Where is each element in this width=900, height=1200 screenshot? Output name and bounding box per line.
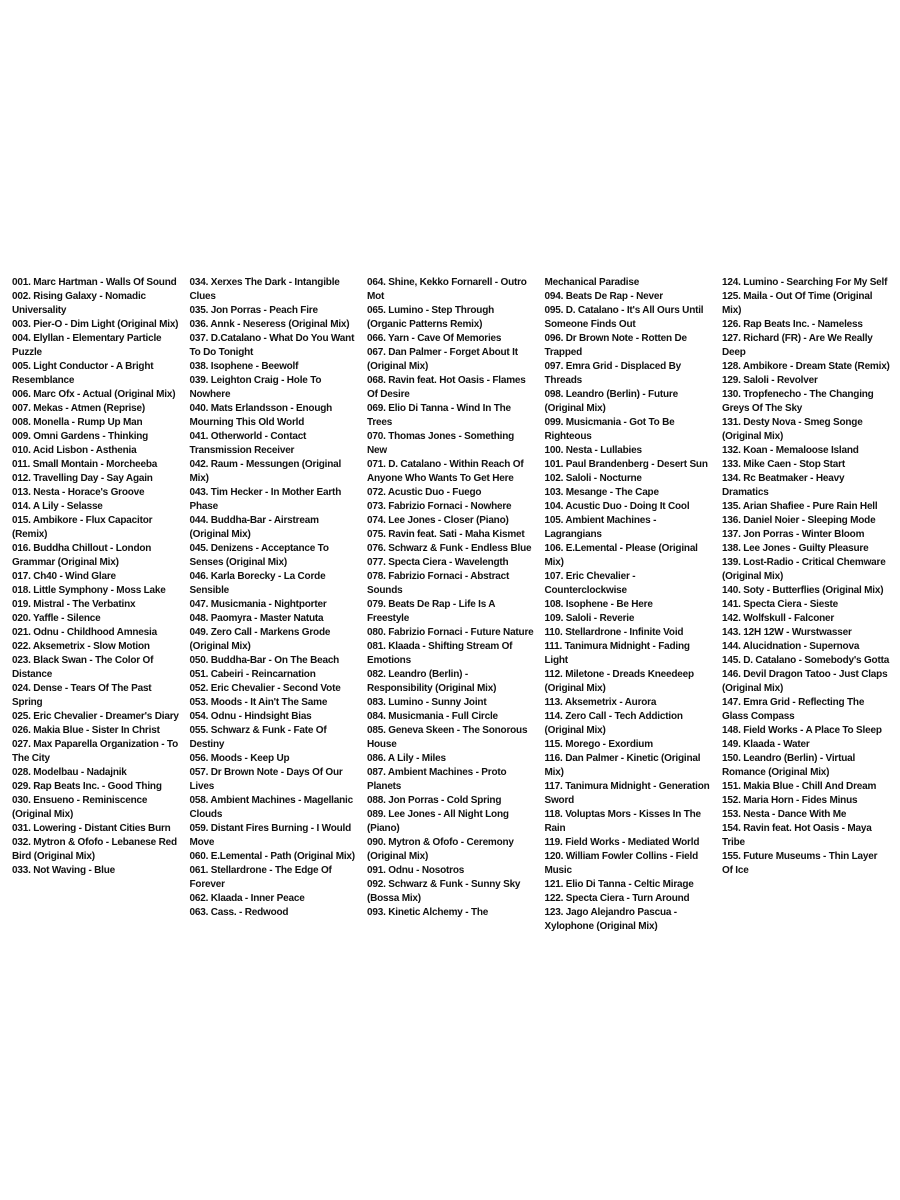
track-entry: 150. Leandro (Berlin) - Virtual Romance (Original Mix): [722, 753, 856, 778]
tracklist-column-2: [190, 276, 358, 936]
track-entry: 144. Alucidnation - Supernova: [722, 641, 860, 652]
track-entry: 142. Wolfskull - Falconer: [722, 613, 835, 624]
track-entry: 071. D. Catalano - Within Reach Of Anyone Who Wants To Get Here: [367, 459, 524, 484]
track-entry: 013. Nesta - Horace's Groove: [12, 487, 145, 498]
tracklist: [12, 276, 890, 936]
track-entry: 032. Mytron & Ofofo - Lebanese Red Bird (Original Mix): [12, 837, 177, 862]
track-entry: 096. Dr Brown Note - Rotten De Trapped: [544, 333, 687, 358]
track-entry: 023. Black Swan - The Color Of Distance: [12, 655, 154, 680]
track-entry: 130. Tropfenecho - The Changing Greys Of The Sky: [722, 389, 874, 414]
track-entry: 091. Odnu - Nosotros: [367, 865, 465, 876]
track-entry: 033. Not Waving - Blue: [12, 865, 116, 876]
track-entry: 094. Beats De Rap - Never: [544, 291, 663, 302]
track-entry: 047. Musicmania - Nightporter: [189, 599, 327, 610]
track-entry: 152. Maria Horn - Fides Minus: [722, 795, 858, 806]
track-entry: 121. Elio Di Tanna - Celtic Mirage: [544, 879, 694, 890]
track-entry: 102. Saloli - Nocturne: [544, 473, 642, 484]
track-entry: 077. Specta Ciera - Wavelength: [367, 557, 509, 568]
track-entry: 123. Jago Alejandro Pascua - Xylophone (Original Mix): [544, 907, 677, 932]
track-entry: 028. Modelbau - Nadajnik: [12, 767, 127, 778]
track-entry: 103. Mesange - The Cape: [544, 487, 659, 498]
track-entry: 129. Saloli - Revolver: [722, 375, 818, 386]
track-entry: 081. Klaada - Shifting Stream Of Emotions: [367, 641, 513, 666]
track-entry: 025. Eric Chevalier - Dreamer's Diary: [12, 711, 179, 722]
track-entry: 085. Geneva Skeen - The Sonorous House: [367, 725, 528, 750]
track-entry: 087. Ambient Machines - Proto Planets: [367, 767, 507, 792]
track-entry: 003. Pier-O - Dim Light (Original Mix): [12, 319, 179, 330]
track-entry: 027. Max Paparella Organization - To The City: [12, 739, 178, 764]
track-entry: 038. Isophene - Beewolf: [189, 361, 299, 372]
track-entry: 001. Marc Hartman - Walls Of Sound: [12, 277, 177, 288]
track-entry: 070. Thomas Jones - Something New: [367, 431, 515, 456]
tracklist-column-3: [367, 276, 535, 936]
track-entry: 116. Dan Palmer - Kinetic (Original Mix): [544, 753, 701, 778]
track-entry: 019. Mistral - The Verbatinx: [12, 599, 136, 610]
track-entry: 064. Shine, Kekko Fornarell - Outro Mot: [367, 277, 527, 302]
track-entry: 018. Little Symphony - Moss Lake: [12, 585, 166, 596]
track-entry: 114. Zero Call - Tech Addiction (Original Mix): [544, 711, 683, 736]
track-entry: 135. Arian Shafiee - Pure Rain Hell: [722, 501, 878, 512]
track-entry: 057. Dr Brown Note - Days Of Our Lives: [189, 767, 343, 792]
track-entry: 076. Schwarz & Funk - Endless Blue: [367, 543, 532, 554]
track-entry: 046. Karla Borecky - La Corde Sensible: [189, 571, 326, 596]
track-entry: 056. Moods - Keep Up: [189, 753, 290, 764]
tracklist-column-4: [545, 276, 713, 936]
track-entry: 011. Small Montain - Morcheeba: [12, 459, 158, 470]
track-entry: 054. Odnu - Hindsight Bias: [189, 711, 312, 722]
track-entry: 148. Field Works - A Place To Sleep: [722, 725, 882, 736]
track-entry: 024. Dense - Tears Of The Past Spring: [12, 683, 152, 708]
track-entry: 004. Elyllan - Elementary Particle Puzzle: [12, 333, 162, 358]
track-entry: 125. Maila - Out Of Time (Original Mix): [722, 291, 873, 316]
track-entry: 097. Emra Grid - Displaced By Threads: [544, 361, 681, 386]
track-entry: 137. Jon Porras - Winter Bloom: [722, 529, 865, 540]
track-entry: 134. Rc Beatmaker - Heavy Dramatics: [722, 473, 845, 498]
track-entry: 059. Distant Fires Burning - I Would Move: [189, 823, 352, 848]
track-entry: 020. Yaffle - Silence: [12, 613, 101, 624]
track-entry: 058. Ambient Machines - Magellanic Clouds: [189, 795, 353, 820]
track-entry: 111. Tanimura Midnight - Fading Light: [544, 641, 690, 666]
track-entry: 118. Voluptas Mors - Kisses In The Rain: [544, 809, 701, 834]
track-entry: 136. Daniel Noier - Sleeping Mode: [722, 515, 876, 526]
track-entry: 126. Rap Beats Inc. - Nameless: [722, 319, 863, 330]
track-entry: 008. Monella - Rump Up Man: [12, 417, 143, 428]
track-entry: 050. Buddha-Bar - On The Beach: [189, 655, 340, 666]
track-entry: 012. Travelling Day - Say Again: [12, 473, 153, 484]
track-entry: 062. Klaada - Inner Peace: [189, 893, 305, 904]
track-entry: 016. Buddha Chillout - London Grammar (Original Mix): [12, 543, 152, 568]
track-entry: 139. Lost-Radio - Critical Chemware (Original Mix): [722, 557, 886, 582]
track-entry: 110. Stellardrone - Infinite Void: [544, 627, 684, 638]
track-entry: Mechanical Paradise: [544, 277, 640, 288]
track-entry: 107. Eric Chevalier - Counterclockwise: [544, 571, 636, 596]
track-entry: 037. D.Catalano - What Do You Want To Do Tonight: [189, 333, 355, 358]
track-entry: 120. William Fowler Collins - Field Music: [544, 851, 698, 876]
track-entry: 101. Paul Brandenberg - Desert Sun: [544, 459, 708, 470]
track-entry: 034. Xerxes The Dark - Intangible Clues: [189, 277, 340, 302]
track-entry: 069. Elio Di Tanna - Wind In The Trees: [367, 403, 511, 428]
track-entry: 009. Omni Gardens - Thinking: [12, 431, 149, 442]
track-entry: 079. Beats De Rap - Life Is A Freestyle: [367, 599, 495, 624]
track-entry: 080. Fabrizio Fornaci - Future Nature: [367, 627, 534, 638]
track-entry: 035. Jon Porras - Peach Fire: [189, 305, 318, 316]
track-entry: 048. Paomyra - Master Natuta: [189, 613, 324, 624]
track-entry: 044. Buddha-Bar - Airstream (Original Mix): [189, 515, 319, 540]
track-entry: 036. Annk - Neseress (Original Mix): [189, 319, 350, 330]
track-entry: 007. Mekas - Atmen (Reprise): [12, 403, 145, 414]
track-entry: 119. Field Works - Mediated World: [544, 837, 700, 848]
track-entry: 030. Ensueno - Reminiscence (Original Mix): [12, 795, 148, 820]
track-entry: 014. A Lily - Selasse: [12, 501, 103, 512]
track-entry: 089. Lee Jones - All Night Long (Piano): [367, 809, 509, 834]
track-entry: 109. Saloli - Reverie: [544, 613, 635, 624]
track-entry: 043. Tim Hecker - In Mother Earth Phase: [189, 487, 342, 512]
track-entry: 031. Lowering - Distant Cities Burn: [12, 823, 171, 834]
track-entry: 002. Rising Galaxy - Nomadic Universality: [12, 291, 146, 316]
track-entry: 063. Cass. - Redwood: [189, 907, 289, 918]
track-entry: 042. Raum - Messungen (Original Mix): [189, 459, 342, 484]
track-entry: 146. Devil Dragon Tatoo - Just Claps (Original Mix): [722, 669, 888, 694]
track-entry: 067. Dan Palmer - Forget About It (Original Mix): [367, 347, 518, 372]
track-entry: 045. Denizens - Acceptance To Senses (Original Mix): [189, 543, 329, 568]
track-entry: 145. D. Catalano - Somebody's Gotta: [722, 655, 890, 666]
track-entry: 055. Schwarz & Funk - Fate Of Destiny: [189, 725, 327, 750]
track-entry: 040. Mats Erlandsson - Enough Mourning This Old World: [189, 403, 333, 428]
track-entry: 075. Ravin feat. Sati - Maha Kismet: [367, 529, 525, 540]
track-entry: 078. Fabrizio Fornaci - Abstract Sounds: [367, 571, 510, 596]
track-entry: 108. Isophene - Be Here: [544, 599, 653, 610]
tracklist-column-5: [722, 276, 890, 936]
track-entry: 141. Specta Ciera - Sieste: [722, 599, 838, 610]
track-entry: 128. Ambikore - Dream State (Remix): [722, 361, 890, 372]
track-entry: 015. Ambikore - Flux Capacitor (Remix): [12, 515, 153, 540]
track-entry: 154. Ravin feat. Hot Oasis - Maya Tribe: [722, 823, 872, 848]
track-entry: 006. Marc Ofx - Actual (Original Mix): [12, 389, 176, 400]
track-entry: 073. Fabrizio Fornaci - Nowhere: [367, 501, 512, 512]
track-entry: 010. Acid Lisbon - Asthenia: [12, 445, 137, 456]
track-entry: 053. Moods - It Ain't The Same: [189, 697, 328, 708]
track-entry: 140. Soty - Butterflies (Original Mix): [722, 585, 884, 596]
track-entry: 153. Nesta - Dance With Me: [722, 809, 847, 820]
track-entry: 127. Richard (FR) - Are We Really Deep: [722, 333, 873, 358]
track-entry: 106. E.Lemental - Please (Original Mix): [544, 543, 698, 568]
track-entry: 122. Specta Ciera - Turn Around: [544, 893, 690, 904]
track-entry: 143. 12H 12W - Wurstwasser: [722, 627, 852, 638]
track-entry: 099. Musicmania - Got To Be Righteous: [544, 417, 675, 442]
track-entry: 155. Future Museums - Thin Layer Of Ice: [722, 851, 878, 876]
track-entry: 060. E.Lemental - Path (Original Mix): [189, 851, 355, 862]
track-entry: 147. Emra Grid - Reflecting The Glass Compass: [722, 697, 865, 722]
track-entry: 093. Kinetic Alchemy - The: [367, 907, 489, 918]
track-entry: 098. Leandro (Berlin) - Future (Original Mix): [544, 389, 678, 414]
track-entry: 113. Aksemetrix - Aurora: [544, 697, 657, 708]
track-entry: 086. A Lily - Miles: [367, 753, 446, 764]
track-entry: 092. Schwarz & Funk - Sunny Sky (Bossa Mix): [367, 879, 521, 904]
track-entry: 068. Ravin feat. Hot Oasis - Flames Of Desire: [367, 375, 526, 400]
track-entry: 049. Zero Call - Markens Grode (Original Mix): [189, 627, 331, 652]
track-entry: 104. Acustic Duo - Doing It Cool: [544, 501, 690, 512]
track-entry: 131. Desty Nova - Smeg Songe (Original Mix): [722, 417, 863, 442]
track-entry: 084. Musicmania - Full Circle: [367, 711, 498, 722]
track-entry: 095. D. Catalano - It's All Ours Until Someone Finds Out: [544, 305, 704, 330]
track-entry: 132. Koan - Memaloose Island: [722, 445, 859, 456]
track-entry: 112. Miletone - Dreads Kneedeep (Original Mix): [544, 669, 694, 694]
track-entry: 100. Nesta - Lullabies: [544, 445, 642, 456]
track-entry: 041. Otherworld - Contact Transmission Receiver: [189, 431, 307, 456]
track-entry: 017. Ch40 - Wind Glare: [12, 571, 116, 582]
track-entry: 029. Rap Beats Inc. - Good Thing: [12, 781, 162, 792]
track-entry: 065. Lumino - Step Through (Organic Patterns Remix): [367, 305, 495, 330]
track-entry: 026. Makia Blue - Sister In Christ: [12, 725, 160, 736]
track-entry: 090. Mytron & Ofofo - Ceremony (Original Mix): [367, 837, 514, 862]
tracklist-column-1: [12, 276, 180, 936]
track-entry: 005. Light Conductor - A Bright Resemblance: [12, 361, 154, 386]
track-entry: 039. Leighton Craig - Hole To Nowhere: [189, 375, 322, 400]
track-entry: 133. Mike Caen - Stop Start: [722, 459, 845, 470]
track-entry: 052. Eric Chevalier - Second Vote: [189, 683, 341, 694]
track-entry: 151. Makia Blue - Chill And Dream: [722, 781, 877, 792]
track-entry: 124. Lumino - Searching For My Self: [722, 277, 888, 288]
track-entry: 138. Lee Jones - Guilty Pleasure: [722, 543, 869, 554]
track-entry: 082. Leandro (Berlin) - Responsibility (Original Mix): [367, 669, 497, 694]
track-entry: 083. Lumino - Sunny Joint: [367, 697, 487, 708]
track-entry: 022. Aksemetrix - Slow Motion: [12, 641, 150, 652]
track-entry: 088. Jon Porras - Cold Spring: [367, 795, 502, 806]
track-entry: 074. Lee Jones - Closer (Piano): [367, 515, 509, 526]
track-entry: 115. Morego - Exordium: [544, 739, 653, 750]
track-entry: 021. Odnu - Childhood Amnesia: [12, 627, 157, 638]
track-entry: 061. Stellardrone - The Edge Of Forever: [189, 865, 332, 890]
track-entry: 149. Klaada - Water: [722, 739, 810, 750]
track-entry: 051. Cabeiri - Reincarnation: [189, 669, 316, 680]
track-entry: 066. Yarn - Cave Of Memories: [367, 333, 502, 344]
track-entry: 117. Tanimura Midnight - Generation Sword: [544, 781, 710, 806]
track-entry: 072. Acustic Duo - Fuego: [367, 487, 482, 498]
track-entry: 105. Ambient Machines - Lagrangians: [544, 515, 657, 540]
